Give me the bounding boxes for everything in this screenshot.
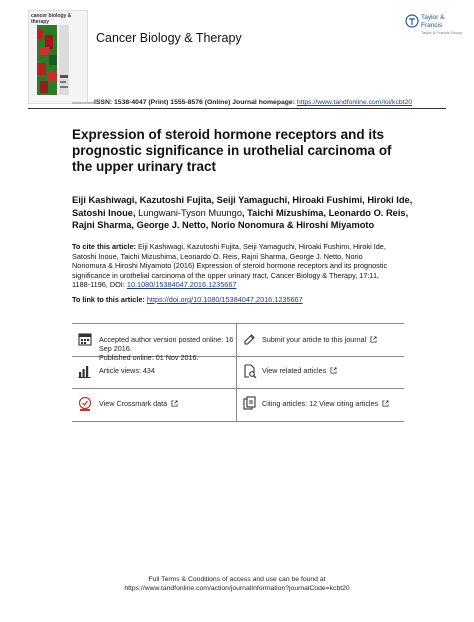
citing-articles-link[interactable] <box>262 400 389 409</box>
cover-figure-image <box>59 25 69 95</box>
citing-articles-icon <box>243 396 257 410</box>
link-block <box>72 295 303 304</box>
crossmark-data-link[interactable] <box>99 400 178 409</box>
external-link-icon <box>370 336 377 343</box>
doi-link[interactable]: 10.1080/15384047.2016.1235667 <box>126 280 237 290</box>
journal-name: Cancer Biology & Therapy <box>96 31 242 45</box>
calendar-icon <box>78 332 92 346</box>
crossmark-icon <box>77 396 93 412</box>
publication-dates <box>99 336 234 362</box>
pencil-icon <box>243 333 256 346</box>
publisher-group: Taylor & Francis Group <box>421 30 462 35</box>
related-articles-link[interactable] <box>262 367 337 376</box>
table-column-divider <box>236 323 237 421</box>
authors-part-3: , Taichi Mizushima, Leonardo O. Reis, Rajni Sharma, George J. Netto, Norio Nonomura & Hiroshi Miyamoto <box>72 207 409 231</box>
link-label: To link to this article: <box>72 295 147 304</box>
authors-part-1: Eiji Kashiwagi, Kazutoshi Fujita, Seiji Yamaguchi, Hiroaki Fushimi, Hiroki Ide, Satoshi Inoue, <box>72 195 413 218</box>
cover-title: cancer biology & therapy <box>31 13 72 25</box>
submit-article-link[interactable] <box>262 336 377 345</box>
cover-heatmap-image <box>37 25 57 95</box>
table-divider <box>72 323 404 324</box>
citing-articles-label: Citing articles: 12 View citing articles <box>262 399 379 408</box>
issn-text: ISSN: 1538-4047 (Print) 1555-8576 (Online) Journal homepage: <box>94 99 297 106</box>
small-publisher-logo <box>72 101 94 105</box>
accepted-date: Accepted author version posted online: 16 Sep 2016. <box>99 335 234 353</box>
external-link-icon <box>382 400 389 407</box>
publisher-emblem-icon <box>405 14 419 28</box>
cite-label: To cite this article: <box>72 242 136 251</box>
taylor-francis-logo <box>403 12 463 34</box>
submit-article-label: Submit your article to this journal <box>262 335 367 344</box>
journal-cover-thumbnail <box>28 10 88 104</box>
terms-footer <box>0 575 474 593</box>
article-title: Expression of steroid hormone receptors and its prognostic significance in urothelial carcinoma of the upper urinary tract <box>72 127 392 174</box>
table-divider <box>72 388 404 389</box>
bar-chart-icon <box>78 364 92 378</box>
related-articles-label: View related articles <box>262 366 327 375</box>
citation-block <box>72 242 392 290</box>
crossmark-data-label: View Crossmark data <box>99 399 168 408</box>
doi-url-link[interactable]: https://doi.org/10.1080/15384047.2016.1235667 <box>146 295 303 304</box>
article-views: Article views: 434 <box>99 366 155 375</box>
cite-text: Eiji Kashiwagi, Kazutoshi Fujita, Seiji Yamaguchi, Hiroaki Fushimi, Hiroki Ide, Satoshi Inoue, Taichi Mizushima, Leonardo O. Reis, Rajni Sharma, George J. Netto, Norio Nonomura & Hiroshi Miyamoto (2016) Expression of steroid hormone receptors and its prognostic significance in urothelial carcinoma of the upper urinary tract, Cancer Biology & Therapy, 17:11, 1188-1196, DOI: <box>72 242 388 290</box>
issn-line <box>94 99 412 106</box>
journal-homepage-link[interactable]: https://www.tandfonline.com/loi/kcbt20 <box>296 99 413 106</box>
header-divider <box>28 108 446 109</box>
publisher-name: Taylor & Francis <box>421 14 445 29</box>
authors-part-2: Lungwani-Tyson Muungo <box>138 207 243 218</box>
footer-terms-link[interactable]: https://www.tandfonline.com/action/journalInformation?journalCode=kcbt20 <box>124 585 350 592</box>
external-link-icon <box>171 400 178 407</box>
search-document-icon <box>243 364 257 378</box>
published-date: Published online: 01 Nov 2016. <box>99 352 199 362</box>
article-authors <box>72 194 432 232</box>
footer-line-1: Full Terms & Conditions of access and use can be found at <box>148 576 326 583</box>
table-divider <box>72 421 404 422</box>
external-link-icon <box>330 367 337 374</box>
